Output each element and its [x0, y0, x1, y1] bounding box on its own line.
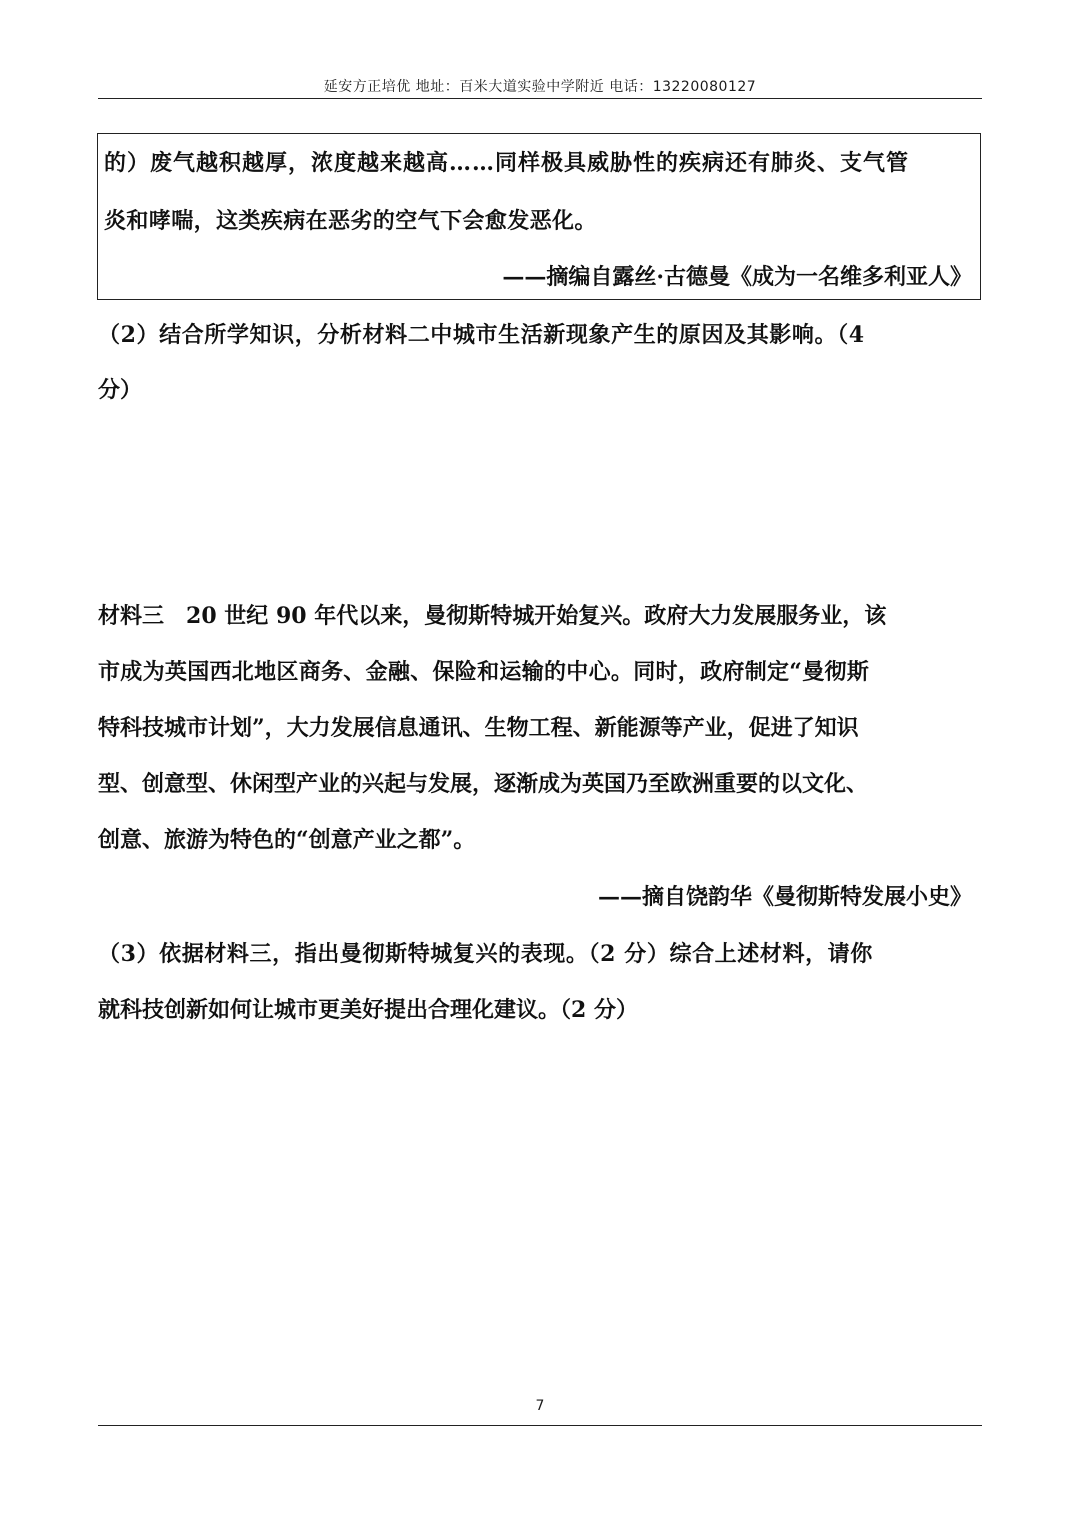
material-3-line: 特科技城市计划”，大力发展信息通讯、生物工程、新能源等产业，促进了知识	[98, 715, 859, 741]
material-3-label: 材料三	[98, 603, 165, 629]
header-divider	[98, 98, 982, 99]
question-2-line: （2）结合所学知识，分析材料二中城市生活新现象产生的原因及其影响。（4	[98, 322, 865, 348]
page-header: 延安方正培优 地址：百米大道实验中学附近 电话：13220080127	[323, 79, 757, 95]
question-2-line: 分）	[98, 377, 143, 403]
material-3-text: 20 世纪 90 年代以来，曼彻斯特城开始复兴。政府大力发展服务业，该	[186, 603, 887, 629]
footer-divider	[98, 1425, 982, 1426]
excerpt-box	[97, 133, 981, 300]
excerpt-line: 炎和哮喘，这类疾病在恶劣的空气下会愈发恶化。	[104, 208, 597, 234]
material-3-source: ——摘自饶韵华《曼彻斯特发展小史》	[597, 884, 972, 910]
material-3-line	[98, 599, 886, 630]
material-3-line: 创意、旅游为特色的“创意产业之都”。	[98, 827, 476, 853]
page-number: 7	[535, 1398, 545, 1414]
question-3-line: （3）依据材料三，指出曼彻斯特城复兴的表现。（2 分）综合上述材料，请你	[98, 941, 873, 967]
material-3-line: 型、创意型、休闲型产业的兴起与发展，逐渐成为英国乃至欧洲重要的以文化、	[98, 771, 869, 797]
question-3-line: 就科技创新如何让城市更美好提出合理化建议。（2 分）	[98, 997, 638, 1023]
material-3-line: 市成为英国西北地区商务、金融、保险和运输的中心。同时，政府制定“曼彻斯	[98, 659, 870, 685]
excerpt-source: ——摘编自露丝·古德曼《成为一名维多利亚人》	[502, 264, 972, 290]
excerpt-line: 的）废气越积越厚，浓度越来越高……同样极具威胁性的疾病还有肺炎、支气管	[104, 150, 910, 176]
